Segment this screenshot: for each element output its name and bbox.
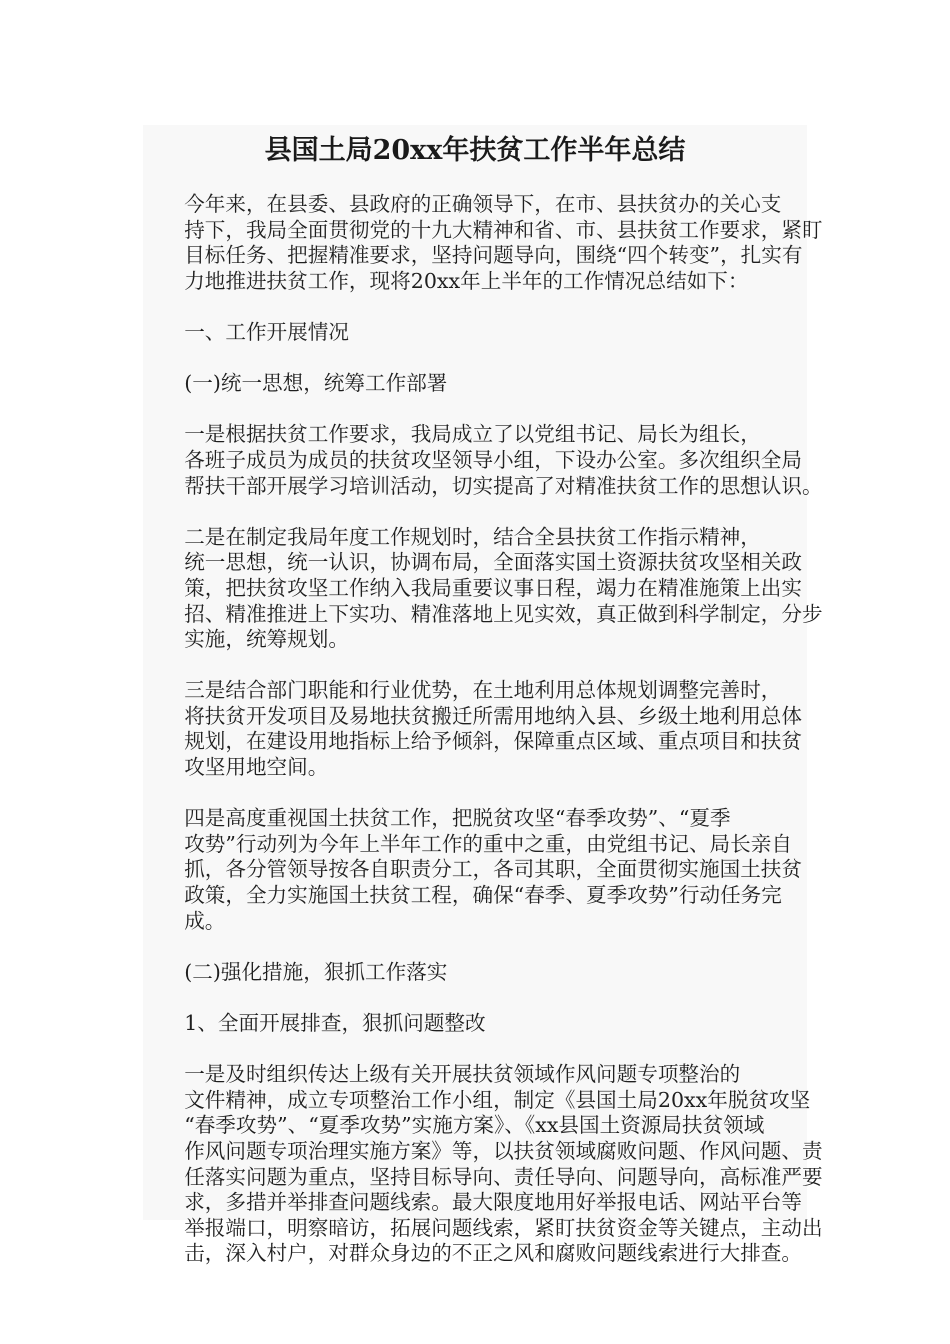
section-heading [143, 320, 807, 346]
paragraph-line: 实施，统筹规划。 [184, 627, 349, 652]
paragraph-line: 三是结合部门职能和行业优势，在土地利用总体规划调整完善时， [184, 678, 782, 703]
paragraph-line: 举报端口，明察暗访，拓展问题线索，紧盯扶贫资金等关键点，主动出 [184, 1215, 823, 1240]
paragraph-line: 攻坚用地空间。 [184, 755, 329, 780]
body-paragraph [143, 806, 807, 934]
paragraph-line: 今年来，在县委、县政府的正确领导下，在市、县扶贫办的关心支 [184, 192, 782, 216]
paragraph-line: 帮扶干部开展学习培训活动，切实提高了对精准扶贫工作的思想认识。 [184, 473, 823, 498]
paragraph-line: 策，把扶贫攻坚工作纳入我局重要议事日程，竭力在精准施策上出实 [184, 575, 802, 600]
section-heading [143, 960, 807, 986]
paragraph-line: (一)统一思想，统筹工作部署 [184, 371, 448, 396]
paragraph-line: 求，多措并举排查问题线索。最大限度地用好举报电话、网站平台等 [184, 1190, 802, 1215]
paragraph-line: 四是高度重视国土扶贫工作，把脱贫攻坚“春季攻势”、“夏季 [184, 806, 731, 831]
section-heading [143, 1011, 807, 1037]
paragraph-line: 击，深入村户，对群众身边的不正之风和腐败问题线索进行大排查。 [184, 1241, 802, 1266]
paragraph-line: 任落实问题为重点，坚持目标导向、责任导向、问题导向，高标准严要 [184, 1164, 823, 1189]
paragraph-line: 将扶贫开发项目及易地扶贫搬迁所需用地纳入县、乡级土地利用总体 [184, 703, 802, 728]
paragraph-line: 目标任务、把握精准要求，坚持问题导向，围绕“四个转变”，扎实有 [184, 243, 803, 268]
paragraph-line: (二)强化措施，狠抓工作落实 [184, 959, 448, 984]
paragraph-line: 招、精准推进上下实功、精准落地上见实效，真正做到科学制定，分步 [184, 601, 823, 626]
paragraph-line: 各班子成员为成员的扶贫攻坚领导小组，下设办公室。多次组织全局 [184, 447, 802, 472]
paragraph-line: 力地推进扶贫工作，现将20xx年上半年的工作情况总结如下： [184, 268, 749, 293]
paragraph-line: 作风问题专项治理实施方案》等，以扶贫领域腐败问题、作风问题、责 [184, 1138, 823, 1163]
body-paragraph [143, 678, 807, 780]
paragraph-line: 攻势”行动列为今年上半年工作的重中之重，由党组书记、局长亲自 [184, 831, 792, 856]
paragraph-line: 文件精神，成立专项整治工作小组，制定《县国土局20xx年脱贫攻坚 [184, 1087, 811, 1112]
paragraph-line: 规划，在建设用地指标上给予倾斜，保障重点区域、重点项目和扶贫 [184, 729, 802, 754]
paragraph-line: 抓，各分管领导按各自职责分工，各司其职，全面贯彻实施国土扶贫 [184, 857, 802, 882]
paragraph-line: 持下，我局全面贯彻党的十九大精神和省、市、县扶贫工作要求，紧盯 [184, 217, 823, 242]
document-title: 县国土局20xx年扶贫工作半年总结 [264, 135, 686, 166]
paragraph-line: 1、全面开展排查，狠抓问题整改 [184, 1011, 486, 1035]
body-paragraph [143, 192, 823, 294]
body-paragraph [143, 1062, 823, 1267]
body-paragraph [143, 422, 823, 499]
paragraph-line: “春季攻势”、“夏季攻势”实施方案》、《xx县国土资源局扶贫领域 [184, 1113, 765, 1138]
document-body [143, 192, 823, 1293]
paragraph-line: 二是在制定我局年度工作规划时，结合全县扶贫工作指示精神， [184, 524, 761, 549]
paragraph-line: 统一思想，统一认识，协调布局，全面落实国土资源扶贫攻坚相关政 [184, 550, 802, 575]
paragraph-line: 一是及时组织传达上级有关开展扶贫领域作风问题专项整治的 [184, 1062, 741, 1087]
body-paragraph [143, 524, 823, 653]
paragraph-line: 成。 [184, 908, 226, 933]
paragraph-line: 一、工作开展情况 [184, 319, 349, 344]
paragraph-line: 一是根据扶贫工作要求，我局成立了以党组书记、局长为组长， [184, 422, 761, 447]
section-heading [143, 371, 807, 397]
paragraph-line: 政策，全力实施国土扶贫工程，确保“春季、夏季攻势”行动任务完 [184, 883, 782, 908]
